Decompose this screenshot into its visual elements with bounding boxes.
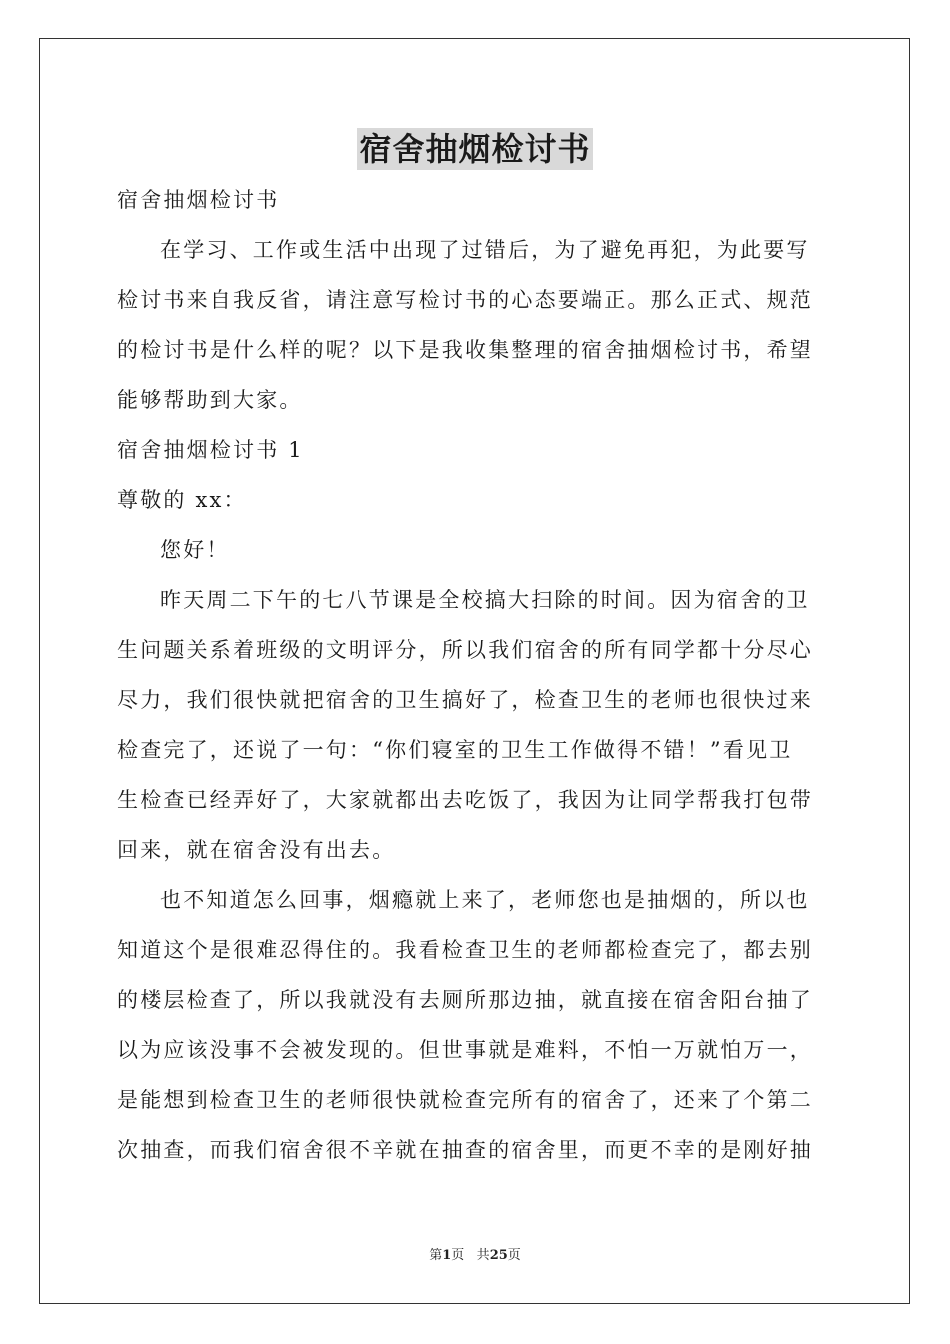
paragraph-line: 尽力，我们很快就把宿舍的卫生搞好了，检查卫生的老师也很快过来 [117, 688, 813, 712]
paragraph-line: 次抽查，而我们宿舍很不辛就在抽查的宿舍里，而更不幸的是刚好抽 [117, 1138, 813, 1162]
paragraph-line: 能够帮助到大家。 [117, 388, 303, 412]
paragraph-line: 是能想到检查卫生的老师很快就检查完所有的宿舍了，还来了个第二 [117, 1088, 813, 1112]
total-label-suffix: 页 [507, 1248, 521, 1263]
paragraph-line: 的检讨书是什么样的呢？以下是我收集整理的宿舍抽烟检讨书，希望 [117, 338, 813, 362]
page-number: 1 [442, 1248, 452, 1263]
paragraph-line: 以为应该没事不会被发现的。但世事就是难料，不怕一万就怕万一， [117, 1038, 813, 1062]
section-heading: 宿舍抽烟检讨书 1 [117, 438, 304, 462]
salutation-line: 尊敬的 xx： [117, 488, 247, 512]
total-label-prefix: 共 [476, 1248, 490, 1263]
paragraph-line: 检查完了，还说了一句：“你们寝室的卫生工作做得不错！”看见卫 [117, 738, 793, 762]
greeting-line: 您好！ [160, 538, 230, 562]
page-border [39, 38, 910, 1304]
paragraph-line: 生检查已经弄好了，大家就都出去吃饭了，我因为让同学帮我打包带 [117, 788, 813, 812]
subtitle-line: 宿舍抽烟检讨书 [117, 188, 280, 212]
document-title: 宿舍抽烟检讨书 [359, 130, 591, 168]
paragraph-line: 在学习、工作或生活中出现了过错后，为了避免再犯，为此要写 [160, 238, 810, 262]
page-label-prefix: 第 [429, 1248, 443, 1263]
page-label-suffix: 页 [451, 1248, 465, 1263]
paragraph-line: 回来，就在宿舍没有出去。 [117, 838, 396, 862]
paragraph-line: 也不知道怎么回事，烟瘾就上来了，老师您也是抽烟的，所以也 [160, 888, 810, 912]
title-container [0, 128, 950, 170]
paragraph-line: 检讨书来自我反省，请注意写检讨书的心态要端正。那么正式、规范 [117, 288, 813, 312]
total-pages: 25 [489, 1248, 508, 1263]
paragraph-line: 的楼层检查了，所以我就没有去厕所那边抽，就直接在宿舍阳台抽了 [117, 988, 813, 1012]
page-footer [0, 1247, 950, 1265]
paragraph-line: 生问题关系着班级的文明评分，所以我们宿舍的所有同学都十分尽心 [117, 638, 813, 662]
paragraph-line: 知道这个是很难忍得住的。我看检查卫生的老师都检查完了，都去别 [117, 938, 813, 962]
paragraph-line: 昨天周二下午的七八节课是全校搞大扫除的时间。因为宿舍的卫 [160, 588, 810, 612]
